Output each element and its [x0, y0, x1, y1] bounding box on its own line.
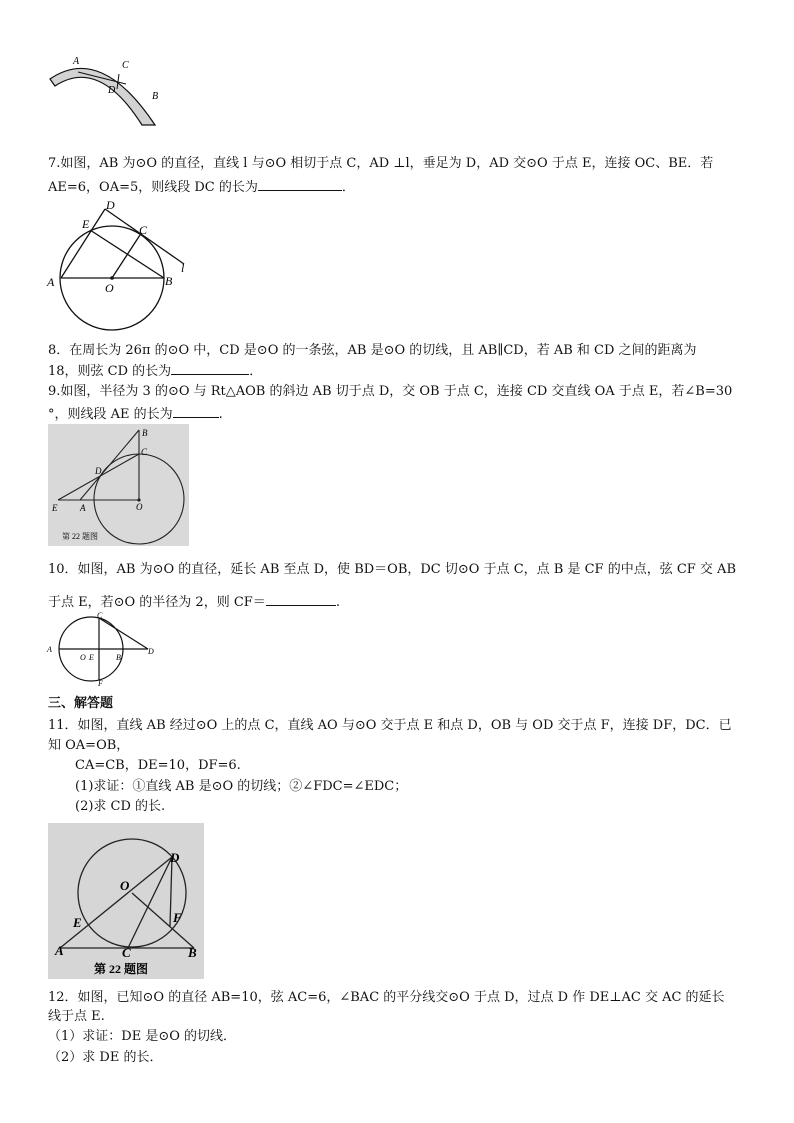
- q11-label-o: O: [120, 878, 130, 893]
- q11-label-e: E: [73, 915, 82, 930]
- top-arc-figure: [44, 52, 164, 130]
- q11-line5: (2)求 CD 的长.: [75, 799, 166, 814]
- q8-line2-end: ．: [249, 364, 263, 379]
- q7-line2-text: AE=6，OA=5，则线段 DC 的长为: [48, 180, 258, 195]
- q11-line2: 知 OA=OB，: [48, 738, 130, 753]
- q12-line2: 线于点 E.: [48, 1009, 105, 1024]
- q9-label-d: D: [95, 466, 102, 476]
- q10-line1: 10．如图，AB 为⊙O 的直径，延长 AB 至点 D，使 BD＝OB，DC 切⊙O 于点 C，点 B 是 CF 的中点，弦 CF 交 AB: [48, 562, 736, 577]
- top-label-b: B: [152, 91, 159, 102]
- q8-line1: 8．在周长为 26π 的⊙O 中，CD 是⊙O 的一条弦，AB 是⊙O 的切线，且 AB∥CD，若 AB 和 CD 之间的距离为: [48, 343, 697, 358]
- q9-figure: [48, 424, 189, 546]
- q10-line2: [48, 593, 340, 611]
- q10-figure: [44, 612, 162, 686]
- q7-label-a: A: [47, 275, 55, 289]
- q9-label-a: A: [80, 503, 86, 513]
- q7-label-l: l: [181, 261, 185, 275]
- q9-figure-caption: 第 22 题图: [62, 532, 98, 541]
- q9-line1: 9.如图，半径为 3 的⊙O 与 Rt△AOB 的斜边 AB 切于点 D，交 OB 于点 C，连接 CD 交直线 OA 于点 E，若∠B=30: [48, 384, 733, 399]
- top-label-a: A: [73, 56, 80, 67]
- q9-label-e: E: [52, 503, 58, 513]
- q9-label-b: B: [142, 428, 148, 438]
- top-label-c: C: [122, 60, 129, 71]
- q9-line2-end: .: [218, 407, 223, 422]
- q7-answer-blank[interactable]: [258, 178, 342, 191]
- q10-answer-blank[interactable]: [266, 593, 336, 606]
- section3-title: 三、解答题: [48, 696, 114, 711]
- q10-line2-text: 于点 E，若⊙O 的半径为 2，则 CF＝: [48, 595, 266, 610]
- q7-label-c: C: [139, 223, 148, 237]
- q11-label-b: B: [188, 945, 197, 960]
- q8-answer-blank[interactable]: [171, 362, 249, 375]
- q10-label-o: O: [80, 653, 86, 662]
- top-label-d: D: [108, 85, 116, 96]
- q7-line1: 7.如图，AB 为⊙O 的直径，直线 l 与⊙O 相切于点 C，AD ⊥l，垂足为 D，AD 交⊙O 于点 E，连接 OC、BE．若: [48, 156, 714, 171]
- q11-label-f: F: [173, 910, 182, 925]
- q12-line1: 12．如图，已知⊙O 的直径 AB=10，弦 AC=6，∠BAC 的平分线交⊙O 于点 D，过点 D 作 DE⊥AC 交 AC 的延长: [48, 990, 725, 1005]
- q7-label-o: O: [105, 281, 114, 295]
- q11-line4: (1)求证：①直线 AB 是⊙O 的切线；②∠FDC=∠EDC；: [75, 779, 408, 794]
- q10-line2-end: .: [335, 595, 340, 610]
- q7-label-d: D: [106, 198, 115, 212]
- q9-label-o: O: [136, 502, 143, 512]
- q9-line2-text: °，则线段 AE 的长为: [48, 407, 173, 422]
- q8-line2: [48, 362, 262, 380]
- q9-line2: [48, 405, 223, 423]
- q8-line2-text: 18，则弦 CD 的长为: [48, 364, 172, 379]
- q11-line3: CA=CB，DE=10，DF=6.: [75, 758, 241, 773]
- q7-line2-end: ．: [341, 180, 355, 195]
- q7-label-b: B: [165, 274, 173, 288]
- q11-figure: [48, 823, 204, 979]
- q10-label-a: A: [47, 645, 52, 654]
- q12-line3: （1）求证：DE 是⊙O 的切线．: [48, 1029, 236, 1044]
- q10-label-b: B: [116, 653, 121, 662]
- q10-label-f: F: [98, 679, 103, 686]
- q10-label-e: E: [89, 653, 94, 662]
- q12-line4: （2）求 DE 的长．: [48, 1050, 163, 1065]
- q11-line1: 11．如图，直线 AB 经过⊙O 上的点 C，直线 AO 与⊙O 交于点 E 和点 D，OB 与 OD 交于点 F，连接 DF，DC．已: [48, 718, 732, 733]
- q10-label-c: C: [97, 612, 103, 620]
- q11-label-a: A: [55, 943, 64, 958]
- q7-line2: [48, 178, 355, 196]
- q9-answer-blank[interactable]: [173, 405, 219, 418]
- q11-label-d: D: [170, 850, 180, 865]
- q10-label-d: D: [148, 647, 154, 656]
- q7-label-e: E: [82, 217, 90, 231]
- q11-label-c: C: [122, 945, 131, 960]
- q11-figure-caption: 第 22 题图: [94, 962, 149, 976]
- q7-figure: [44, 198, 194, 336]
- q9-label-c: C: [141, 447, 148, 457]
